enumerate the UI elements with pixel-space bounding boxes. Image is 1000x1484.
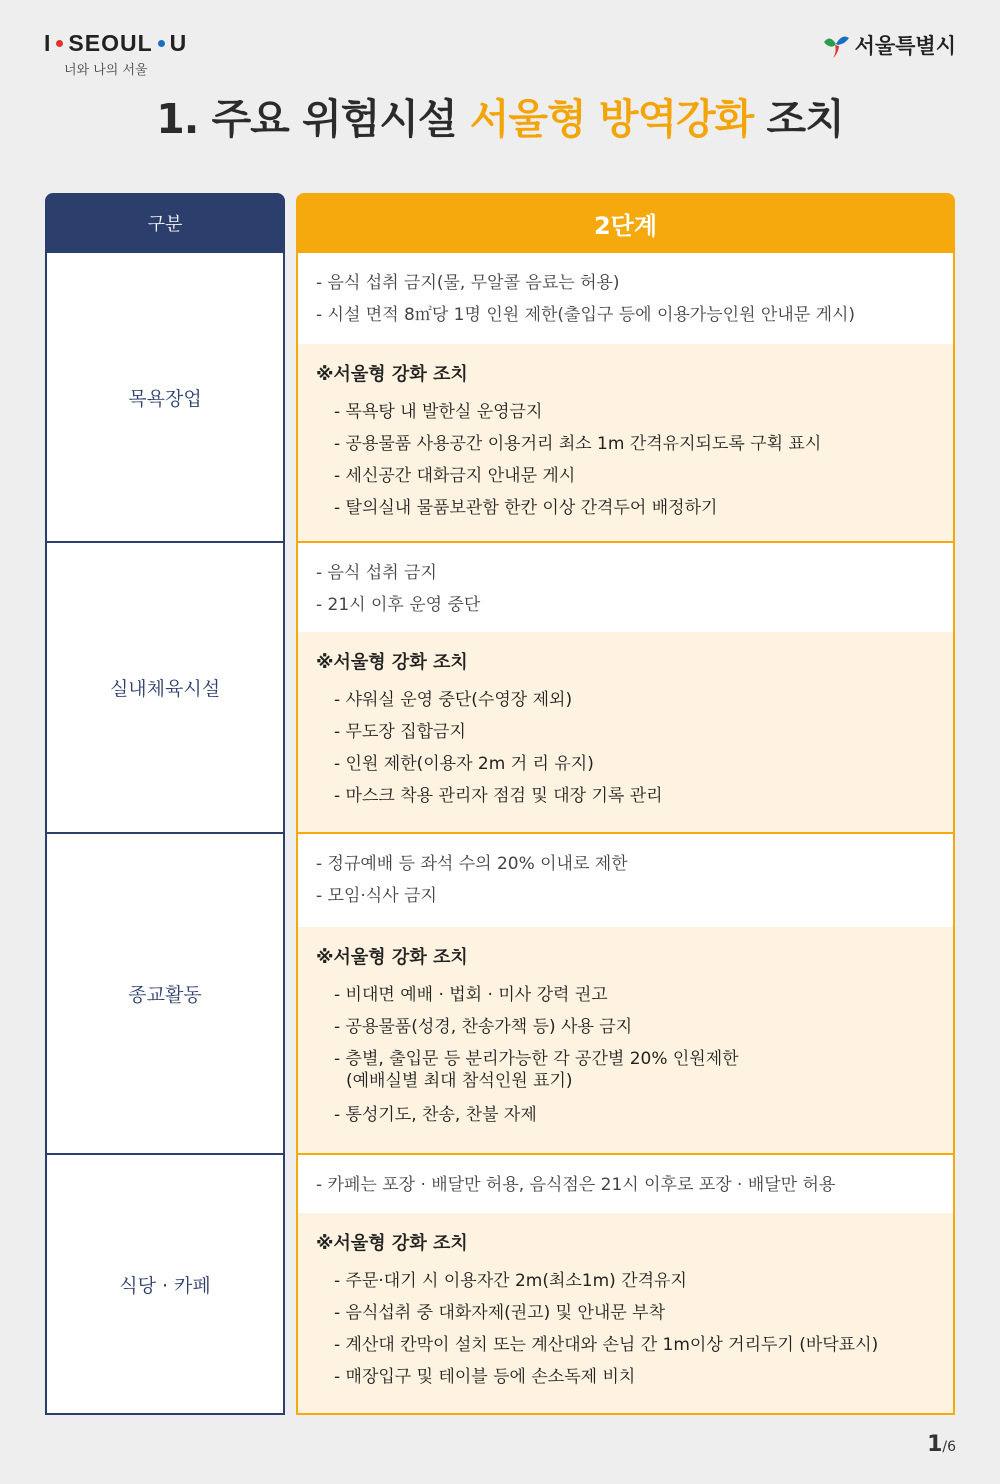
enhanced-item: - 목욕탕 내 발한실 운영금지 — [334, 402, 543, 422]
page-current: 1 — [927, 1432, 943, 1457]
enhanced-item: - 공용물품(성경, 찬송가책 등) 사용 금지 — [334, 1017, 633, 1037]
enhanced-item: - 마스크 착용 관리자 점검 및 대장 기록 관리 — [334, 786, 663, 806]
category-cell: 실내체육시설 — [47, 543, 283, 834]
category-cell: 식당 · 카페 — [119, 1274, 211, 1297]
enhanced-item: - 무도장 집합금지 — [334, 722, 466, 742]
enhanced-item: - 비대면 예배 · 법회 · 미사 강력 권고 — [334, 985, 608, 1005]
enhanced-item: - 음식섭취 중 대화자제(권고) 및 안내문 부착 — [334, 1303, 665, 1323]
iseoulu-wordmark — [44, 30, 187, 57]
enhanced-item-continuation: (예배실별 최대 참석인원 표기) — [346, 1071, 573, 1091]
basic-measures — [298, 1155, 953, 1201]
basic-measure-line: - 시설 면적 8㎡당 1명 인원 제한(출입구 등에 이용가능인원 안내문 게시) — [316, 305, 856, 325]
basic-measures — [298, 253, 953, 331]
title-prefix: 1. 주요 위험시설 — [156, 95, 470, 143]
blue-dot-icon — [158, 40, 165, 47]
enhanced-item: - 공용물품 사용공간 이용거리 최소 1m 간격유지되도록 구획 표시 — [334, 434, 822, 454]
measures-column — [296, 253, 955, 1415]
enhanced-measures — [298, 632, 953, 832]
enhanced-item: - 샤워실 운영 중단(수영장 제외) — [334, 690, 573, 710]
enhanced-item: - 인원 제한(이용자 2m 거 리 유지) — [334, 754, 594, 774]
column-header-stage: 2단계 — [296, 193, 955, 253]
enhanced-item: - 매장입구 및 테이블 등에 손소독제 비치 — [334, 1367, 636, 1387]
measures-row — [298, 543, 953, 834]
measures-row — [298, 834, 953, 1155]
logo-word-u: U — [169, 30, 188, 56]
basic-measure-line: - 음식 섭취 금지 — [316, 563, 437, 583]
title-suffix: 조치 — [753, 95, 844, 143]
enhanced-title: ※서울형 강화 조치 — [316, 1233, 468, 1254]
iseoulu-logo — [44, 30, 187, 78]
enhanced-measures — [298, 1213, 953, 1413]
category-cell: 종교활동 — [47, 834, 283, 1155]
page-title — [0, 86, 1000, 145]
logo-word-seoul: SEOUL — [68, 30, 153, 56]
enhanced-item: - 탈의실내 물품보관함 한칸 이상 간격두어 배정하기 — [334, 498, 718, 518]
red-dot-icon — [56, 40, 63, 47]
logo-tagline: 너와 나의 서울 — [64, 63, 148, 78]
category-cell: 목욕장업 — [47, 253, 283, 543]
enhanced-title: ※서울형 강화 조치 — [316, 947, 468, 968]
enhanced-item: - 층별, 출입문 등 분리가능한 각 공간별 20% 인원제한 — [334, 1049, 739, 1069]
title-accent: 서울형 방역강화 — [469, 95, 754, 143]
measures-row — [298, 1155, 953, 1413]
basic-measure-line: - 카페는 포장 · 배달만 허용, 음식점은 21시 이후로 포장 · 배달만 허용 — [316, 1175, 836, 1195]
enhanced-item: - 주문·대기 시 이용자간 2m(최소1m) 간격유지 — [334, 1271, 687, 1291]
basic-measure-line: - 21시 이후 운영 중단 — [316, 595, 481, 615]
enhanced-item: - 계산대 칸막이 설치 또는 계산대와 손님 간 1m이상 거리두기 (바닥표시) — [334, 1335, 879, 1355]
basic-measure-line: - 모임·식사 금지 — [316, 886, 437, 906]
logo-word-i: I — [44, 30, 52, 56]
page-total: /6 — [942, 1439, 956, 1455]
column-header-category: 구분 — [45, 193, 285, 253]
enhanced-item: - 통성기도, 찬송, 찬불 자제 — [334, 1105, 537, 1125]
measures-row — [298, 253, 953, 543]
seoul-emblem-icon — [821, 30, 851, 60]
enhanced-title: ※서울형 강화 조치 — [316, 364, 468, 385]
category-column — [45, 253, 285, 1415]
basic-measure-line: - 정규예배 등 좌석 수의 20% 이내로 제한 — [316, 854, 628, 874]
seoul-city-logo — [821, 30, 956, 60]
enhanced-measures — [298, 344, 953, 541]
basic-measure-line: - 음식 섭취 금지(물, 무알콜 음료는 허용) — [316, 273, 620, 293]
page-number — [927, 1432, 956, 1457]
seoul-city-name: 서울특별시 — [854, 34, 956, 58]
enhanced-measures — [298, 927, 953, 1153]
basic-measures — [298, 543, 953, 621]
enhanced-title: ※서울형 강화 조치 — [316, 652, 468, 673]
enhanced-item: - 세신공간 대화금지 안내문 게시 — [334, 466, 576, 486]
basic-measures — [298, 834, 953, 912]
